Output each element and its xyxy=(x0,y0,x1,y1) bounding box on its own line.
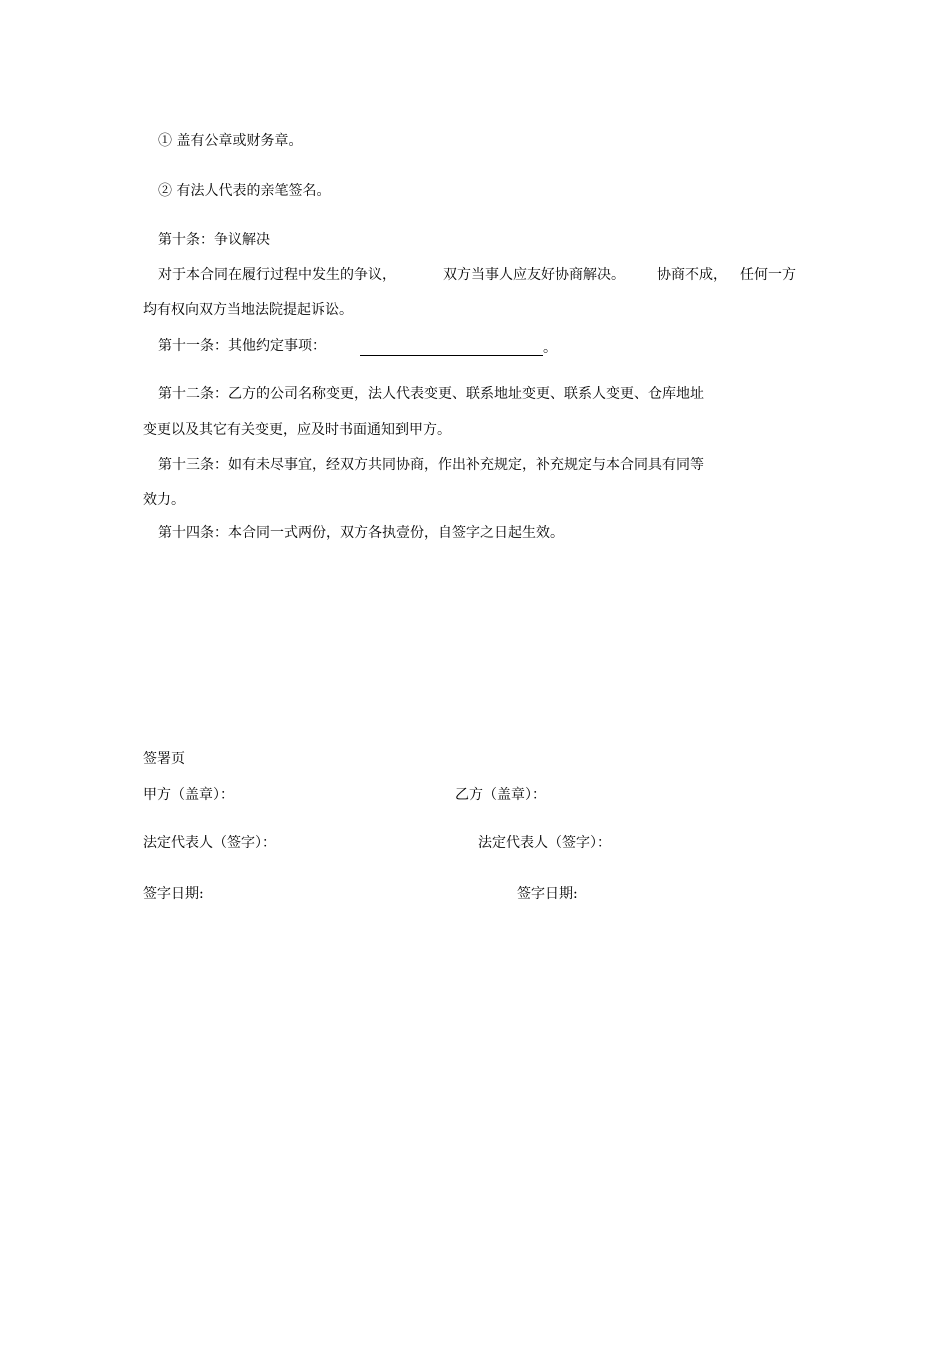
party-a-representative-label: 法定代表人（签字）： xyxy=(143,835,276,851)
article-10-text-part-2: 双方当事人应友好协商解决。 xyxy=(443,267,625,283)
condition-item-signature: ② 有法人代表的亲笔签名。 xyxy=(158,183,331,199)
article-10-text-part-3: 协商不成， xyxy=(657,267,727,283)
party-b-date-label: 签字日期: xyxy=(517,886,578,902)
article-11-blank-line xyxy=(360,355,543,356)
article-11-text: 第十一条：其他约定事项： xyxy=(158,338,326,354)
article-14-text: 第十四条：本合同一式两份，双方各执壹份，自签字之日起生效。 xyxy=(158,525,564,541)
party-b-seal-label: 乙方（盖章）： xyxy=(455,787,546,803)
article-11-end-mark: 。 xyxy=(543,340,557,356)
article-10-heading: 第十条：争议解决 xyxy=(158,232,270,248)
signature-page-title: 签署页 xyxy=(143,751,185,767)
article-10-text-part-4: 任何一方 xyxy=(740,267,796,283)
article-13-text-line-2: 效力。 xyxy=(143,492,185,508)
article-10-text-part-1: 对于本合同在履行过程中发生的争议， xyxy=(158,267,396,283)
party-a-date-label: 签字日期: xyxy=(143,886,204,902)
article-10-text-line-2: 均有权向双方当地法院提起诉讼。 xyxy=(143,302,353,318)
article-12-text-line-1: 第十二条：乙方的公司名称变更，法人代表变更、联系地址变更、联系人变更、仓库地址 xyxy=(158,386,704,402)
condition-item-seal: ① 盖有公章或财务章。 xyxy=(158,133,303,149)
article-13-text-line-1: 第十三条：如有未尽事宜，经双方共同协商，作出补充规定，补充规定与本合同具有同等 xyxy=(158,457,704,473)
party-a-seal-label: 甲方（盖章）： xyxy=(143,787,234,803)
party-b-representative-label: 法定代表人（签字）： xyxy=(478,835,611,851)
article-12-text-line-2: 变更以及其它有关变更，应及时书面通知到甲方。 xyxy=(143,422,451,438)
